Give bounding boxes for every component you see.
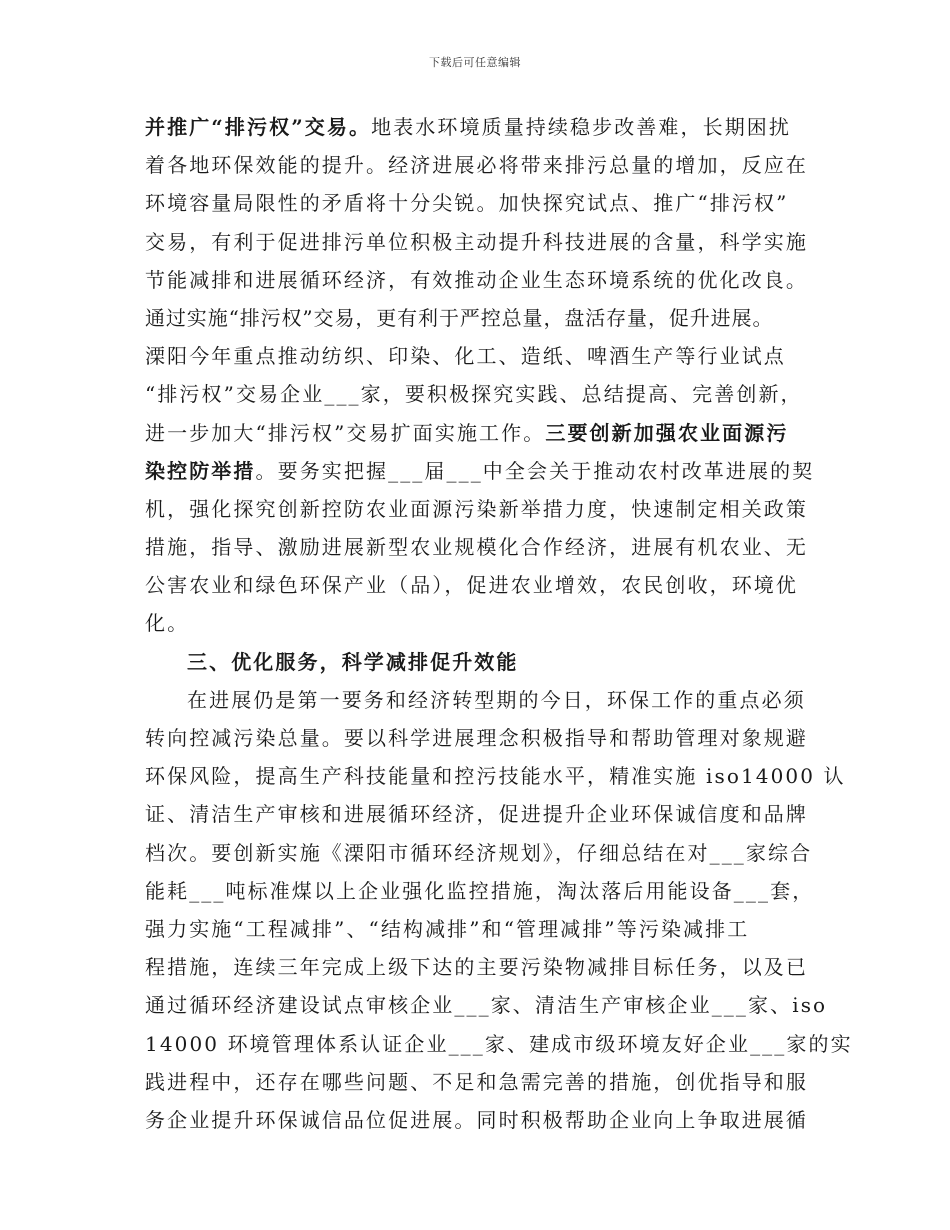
text-segment: 通过循环经济建设试点审核企业___家、清洁生产审核企业___家、iso: [145, 993, 828, 1018]
text-segment: 公害农业和绿色环保产业（品），促进农业增效，农民创收，环境优: [145, 573, 798, 598]
text-segment: 14000 环境管理体系认证企业___家、建成市级环境友好企业___家的实: [145, 1031, 853, 1056]
text-segment: 通过实施“排污权”交易，更有利于严控总量，盘活存量，促升进展。: [145, 305, 774, 330]
text-segment: 机，强化探究创新控防农业面源污染新举措力度，快速制定相关政策: [145, 496, 808, 521]
text-segment: 档次。要创新实施《溧阳市循环经济规划》，仔细总结在对___家综合: [145, 840, 813, 865]
bold-text-segment: 染控防举措: [145, 458, 256, 483]
text-line: [145, 146, 825, 184]
text-line: [145, 452, 825, 490]
text-line: [145, 757, 846, 795]
text-segment: 进一步加大“排污权”交易扩面实施工作。: [145, 420, 546, 445]
text-segment: 节能减排和进展循环经济，有效推动企业生态环境系统的优化改良。: [145, 267, 808, 292]
text-line: [145, 604, 825, 642]
text-segment: 溧阳今年重点推动纺织、印染、化工、造纸、啤酒生产等行业试点: [145, 344, 786, 369]
text-segment: 着各地环保效能的提升。经济进展必将带来排污总量的增加，反应在: [145, 153, 808, 178]
text-segment: 措施，指导、激励进展新型农业规模化合作经济，进展有机农业、无: [145, 535, 808, 560]
text-line: [145, 1025, 853, 1063]
text-line: [145, 719, 825, 757]
text-line: [145, 834, 825, 872]
text-line: [145, 375, 825, 413]
text-segment: 交易，有利于促进排污单位积极主动提升科技进展的含量，科学实施: [145, 229, 808, 254]
text-line: [145, 261, 825, 299]
text-line: [145, 414, 825, 452]
text-segment: 强力实施“工程减排”、“结构减排”和“管理减排”等污染减排工: [145, 916, 750, 941]
document-body: [145, 108, 853, 1139]
text-segment: 务企业提升环保诚信品位促进展。同时积极帮助企业向上争取进展循: [145, 1107, 808, 1132]
text-segment: 转向控减污染总量。要以科学进展理念积极指导和帮助管理对象规避: [145, 726, 808, 750]
bold-text-segment: 三、优化服务，科学减排促升效能: [187, 649, 519, 674]
text-line: [145, 681, 825, 719]
text-line: [145, 108, 825, 146]
bold-text-segment: 并推广“排污权”交易。: [145, 115, 372, 139]
text-segment: 环保风险，提高生产科技能量和控污技能水平，精准实施 iso14000 认: [145, 764, 846, 789]
bold-text-segment: 三要创新加强农业面源污: [545, 420, 789, 445]
text-line: [145, 795, 825, 833]
text-segment: 程措施，连续三年完成上级下达的主要污染物减排目标任务，以及已: [145, 955, 808, 980]
text-line: [145, 986, 828, 1024]
text-line: [145, 299, 825, 337]
text-line: [145, 872, 825, 910]
text-line: [145, 184, 825, 222]
page-header: 下载后可任意编辑: [429, 56, 521, 69]
text-segment: 地表水环境质量持续稳步改善难，长期困扰: [371, 115, 792, 139]
text-segment: 践进程中，还存在哪些问题、不足和急需完善的措施，创优指导和服: [145, 1069, 808, 1094]
text-line: [145, 1063, 825, 1101]
text-line: [145, 223, 825, 261]
text-line: [145, 566, 825, 604]
text-segment: 在进展仍是第一要务和经济转型期的今日，环保工作的重点必须: [187, 687, 806, 712]
text-line: [145, 1101, 825, 1139]
text-segment: 化。: [145, 611, 190, 636]
text-line: [145, 910, 825, 948]
text-segment: “排污权”交易企业___家，要积极探究实践、总结提高、完善创新，: [145, 382, 803, 407]
text-segment: 。要务实把握___届___中全会关于推动农村改革进展的契: [255, 458, 815, 483]
text-line: [145, 337, 825, 375]
text-segment: 证、清洁生产审核和进展循环经济，促进提升企业环保诚信度和品牌: [145, 802, 808, 827]
text-segment: 环境容量局限性的矛盾将十分尖锐。加快探究试点、推广“排污权”: [145, 191, 789, 216]
text-line: [145, 643, 825, 681]
text-line: [145, 490, 825, 528]
text-segment: 能耗___吨标准煤以上企业强化监控措施，淘汰落后用能设备___套，: [145, 878, 815, 903]
text-line: [145, 528, 825, 566]
text-line: [145, 948, 825, 986]
